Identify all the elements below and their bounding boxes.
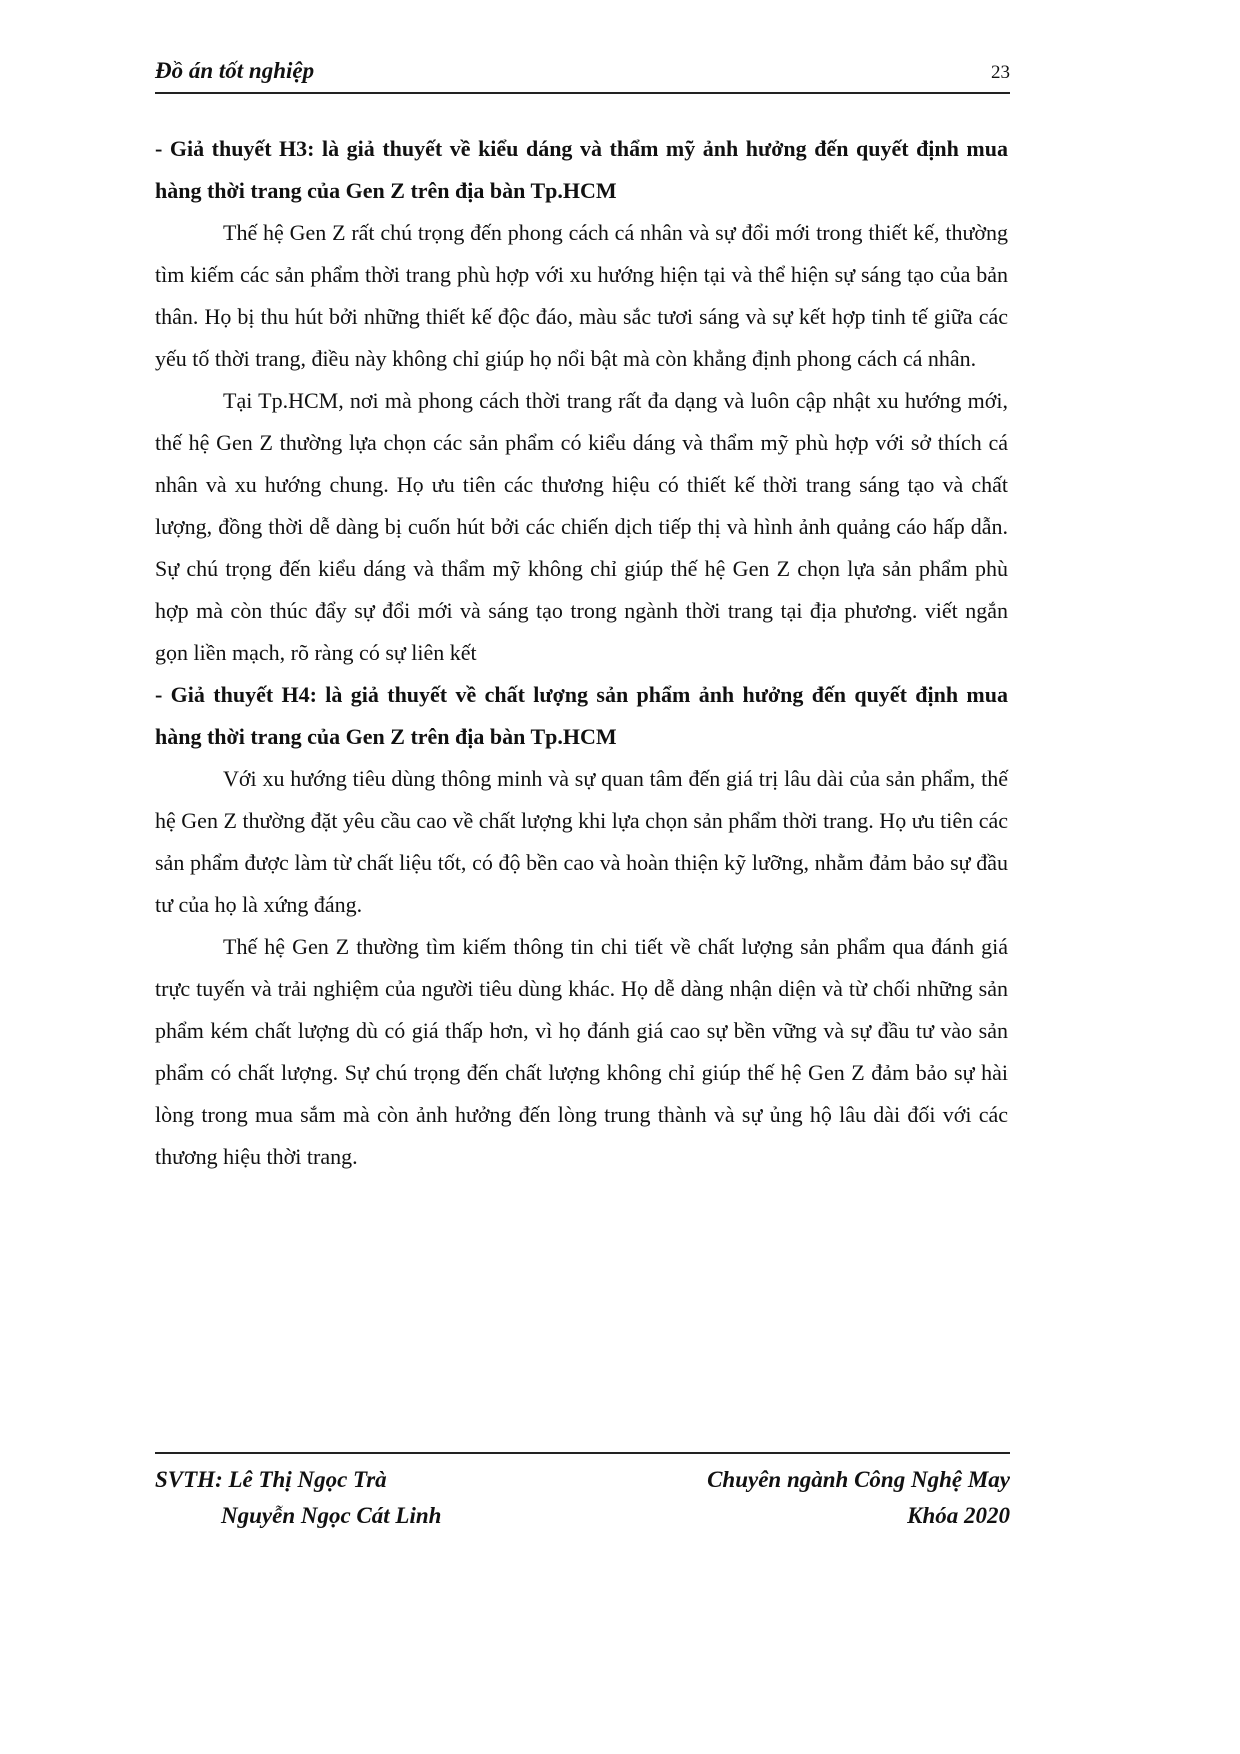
body-paragraph: Với xu hướng tiêu dùng thông minh và sự quan tâm đến giá trị lâu dài của sản phẩm, thế hệ Gen Z thường đặt yêu cầu cao về chất lượng khi lựa chọn sản phẩm thời trang. Họ ưu tiên các sản phẩm được làm từ chất liệu tốt, có độ bền cao và hoàn thiện kỹ lưỡng, nhằm đảm bảo sự đầu tư của họ là xứng đáng. xyxy=(155,766,1008,917)
footer-authors xyxy=(155,1462,441,1534)
page-header xyxy=(155,58,1010,94)
header-title: Đồ án tốt nghiệp xyxy=(155,58,315,83)
hypothesis-heading: - Giả thuyết H3: là giả thuyết về kiểu dáng và thẩm mỹ ảnh hưởng đến quyết định mua hàng thời trang của Gen Z trên địa bàn Tp.HCM xyxy=(155,136,1008,203)
document-body xyxy=(155,128,1008,1178)
footer-major: Chuyên ngành Công Nghệ May xyxy=(707,1467,1010,1492)
body-paragraph: Thế hệ Gen Z rất chú trọng đến phong cách cá nhân và sự đổi mới trong thiết kế, thường tìm kiếm các sản phẩm thời trang phù hợp với xu hướng hiện tại và thể hiện sự sáng tạo của bản thân. Họ bị thu hút bởi những thiết kế độc đáo, màu sắc tươi sáng và sự kết hợp tinh tế giữa các yếu tố thời trang, điều này không chỉ giúp họ nổi bật mà còn khẳng định phong cách cá nhân. xyxy=(155,220,1008,371)
footer-author-line1: SVTH: Lê Thị Ngọc Trà xyxy=(155,1467,387,1492)
body-paragraph: Tại Tp.HCM, nơi mà phong cách thời trang rất đa dạng và luôn cập nhật xu hướng mới, thế hệ Gen Z thường lựa chọn các sản phẩm có kiểu dáng và thẩm mỹ phù hợp với sở thích cá nhân và xu hướng chung. Họ ưu tiên các thương hiệu có thiết kế thời trang sáng tạo và chất lượng, đồng thời dễ dàng bị cuốn hút bởi các chiến dịch tiếp thị và hình ảnh quảng cáo hấp dẫn. Sự chú trọng đến kiểu dáng và thẩm mỹ không chỉ giúp thế hệ Gen Z chọn lựa sản phẩm phù hợp mà còn thúc đẩy sự đổi mới và sáng tạo trong ngành thời trang tại địa phương. viết ngắn gọn liền mạch, rõ ràng có sự liên kết xyxy=(155,388,1008,665)
footer-author-line2: Nguyễn Ngọc Cát Linh xyxy=(221,1503,442,1528)
footer-program xyxy=(707,1462,1010,1534)
page-footer xyxy=(155,1452,1010,1534)
footer-cohort: Khóa 2020 xyxy=(907,1503,1010,1528)
body-paragraph: Thế hệ Gen Z thường tìm kiếm thông tin chi tiết về chất lượng sản phẩm qua đánh giá trực tuyến và trải nghiệm của người tiêu dùng khác. Họ dễ dàng nhận diện và từ chối những sản phẩm kém chất lượng dù có giá thấp hơn, vì họ đánh giá cao sự bền vững và sự đầu tư vào sản phẩm có chất lượng. Sự chú trọng đến chất lượng không chỉ giúp thế hệ Gen Z đảm bảo sự hài lòng trong mua sắm mà còn ảnh hưởng đến lòng trung thành và sự ủng hộ lâu dài đối với các thương hiệu thời trang. xyxy=(155,934,1008,1169)
page-number: 23 xyxy=(991,62,1010,83)
hypothesis-heading: - Giả thuyết H4: là giả thuyết về chất lượng sản phẩm ảnh hưởng đến quyết định mua hàng thời trang của Gen Z trên địa bàn Tp.HCM xyxy=(155,682,1008,749)
